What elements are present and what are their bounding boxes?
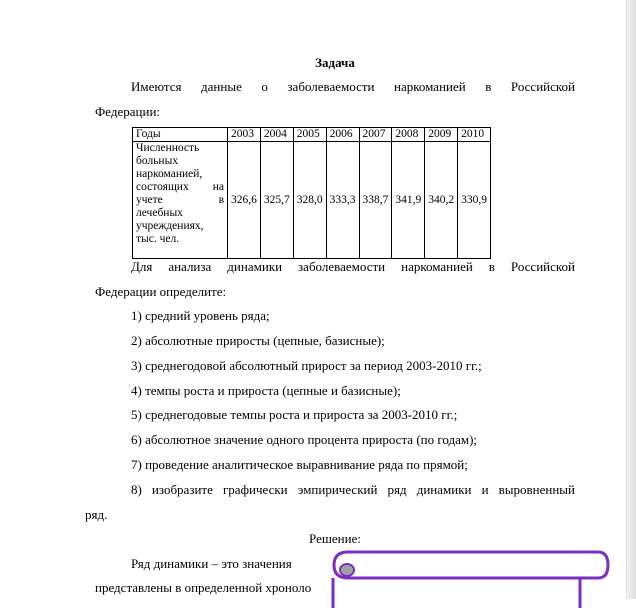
year-cell: 2005 (293, 128, 326, 142)
solution-line-2: представлены в определенной хроноло (95, 580, 312, 595)
year-cell: 2010 (458, 128, 491, 142)
list-tail: ряд. (85, 507, 108, 522)
list-item: 4) темпы роста и прироста (цепные и базисные); (131, 383, 401, 398)
year-cell: 2007 (359, 128, 392, 142)
task-line-2: Федерации определите: (95, 284, 227, 299)
list-item: 6) абсолютное значение одного процента прироста (по годам); (131, 432, 478, 447)
row-label-line: состоящих на (136, 181, 224, 193)
solution-heading: Решение: (309, 531, 361, 546)
list-item: 8) изобразите графически эмпирический ряд динамики и выровненный (131, 482, 575, 497)
row-label-line: учреждениях, (136, 220, 204, 232)
annotation-bubble[interactable] (330, 548, 610, 608)
list-item: 3) среднегодовой абсолютный прирост за период 2003-2010 гг.; (131, 358, 482, 373)
solution-line-1: Ряд динамики – это значения (131, 556, 292, 571)
intro-line-2: Федерации: (95, 104, 161, 119)
page-edge (626, 0, 636, 599)
list-item: 7) проведение аналитическое выравнивание ряда по прямой; (131, 457, 468, 472)
page-title: Задача (315, 55, 355, 70)
row-label-line: лечебных (136, 207, 183, 219)
document-page (85, 0, 575, 599)
value-cell: 341,9 (392, 142, 425, 259)
row-label-line: наркоманией, (136, 168, 203, 180)
bubble-handle-icon[interactable] (340, 564, 354, 576)
row-label-line: больных (136, 155, 179, 167)
list-item: 2) абсолютные приросты (цепные, базисные); (131, 333, 385, 348)
value-cell: 338,7 (359, 142, 392, 259)
list-item: 5) среднегодовые темпы роста и прироста за 2003-2010 гг.; (131, 407, 458, 422)
value-cell: 328,0 (293, 142, 326, 259)
intro-line-1: Имеются данные о заболеваемости наркоманией в Российской (131, 79, 575, 94)
row-label-cell (133, 142, 228, 259)
year-cell: 2004 (260, 128, 293, 142)
row-label-line: тыс. чел. (136, 233, 180, 245)
table-header-label: Годы (133, 128, 228, 142)
table-header-row (133, 128, 491, 142)
row-label-line: Численность (136, 142, 200, 154)
table-row (133, 142, 491, 259)
value-cell: 340,2 (425, 142, 458, 259)
row-label-line: учете в (136, 194, 224, 206)
year-cell: 2006 (326, 128, 359, 142)
value-cell: 333,3 (326, 142, 359, 259)
year-cell: 2008 (392, 128, 425, 142)
year-cell: 2009 (425, 128, 458, 142)
value-cell: 326,6 (228, 142, 261, 259)
data-table (132, 127, 491, 259)
value-cell: 330,9 (458, 142, 491, 259)
list-item: 1) средний уровень ряда; (131, 308, 270, 323)
value-cell: 325,7 (260, 142, 293, 259)
year-cell: 2003 (228, 128, 261, 142)
bubble-outline (333, 552, 608, 608)
task-line-1: Для анализа динамики заболеваемости наркоманией в Российской (131, 259, 575, 274)
